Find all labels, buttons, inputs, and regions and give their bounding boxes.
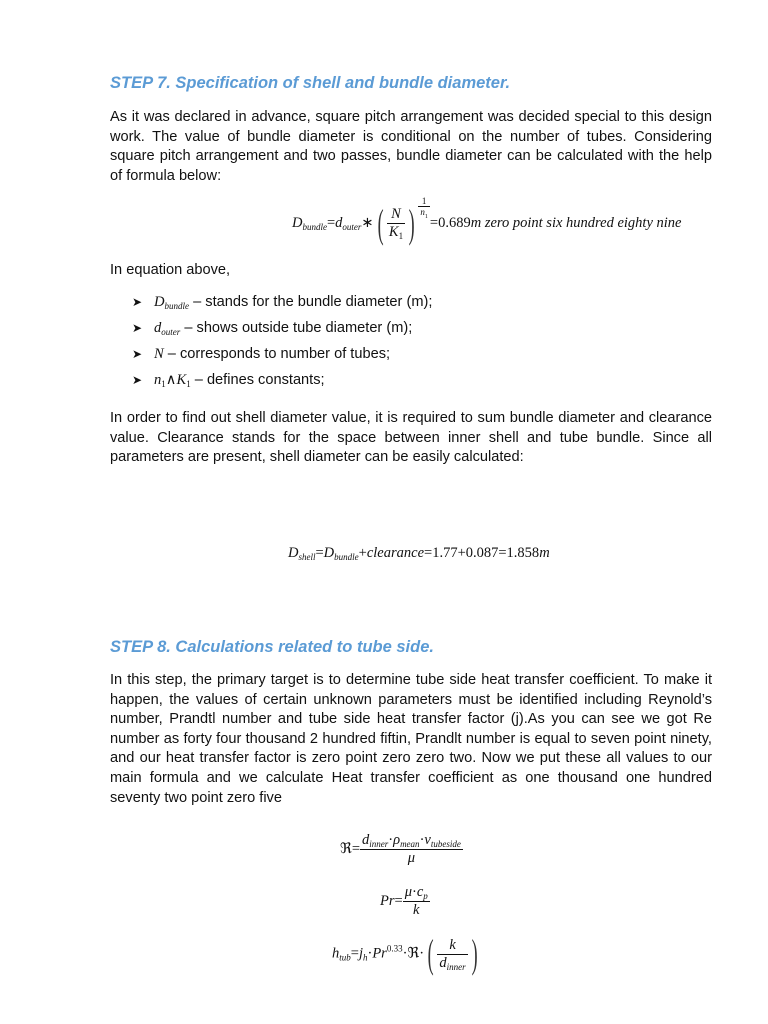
heat-transfer-coefficient-equation: $h_{tub}=j_h\cdot Pr^{0.33}\cdot ℜ\cdot$( $\frac{k}{d_{inner}}$ ) [332,931,478,976]
arrow-bullet-icon: ➤ [132,321,143,335]
arrow-bullet-icon: ➤ [132,347,143,361]
list-item: ➤ $n_1\wedge K_1$ – defines constants; [132,369,432,395]
list-item: ➤ $d_{outer}$ – shows outside tube diameter (m); [132,317,432,343]
shell-diameter-equation: $D_{shell}=D_{bundle}+clearance=1.77+0.087=1.858m$ [288,545,550,562]
prandtl-equation: Pr= $\frac{\mu\cdot c_p}{k}$ [380,884,428,918]
arrow-bullet-icon: ➤ [132,295,143,309]
list-item: ➤ N – corresponds to number of tubes; [132,343,432,369]
step8-paragraph: In this step, the primary target is to determine tube side heat transfer coefficient. To make it happen, the values of certain unknown parameters must be identified including Reynold’s number, Prandtl number and tube side heat transfer factor (j).As you can see we got Re number as forty four thousand 2 hundred fiftin, Prandlt number is equal to seven point ninety, and our heat transfer factor is zero point zero zero two. Now we put these all values to our main formula and we calculate Heat transfer coefficient as one thousand one hundred seventy two point zero five [110,672,712,806]
in-equation-above: In equation above, [110,262,231,278]
step7-paragraph-2: In order to find out shell diameter value, it is required to sum bundle diameter and clearance value. Clearance stands for the space between inner shell and tube bundle. Since all parameters are present, shell diameter can be easily calculated: [110,410,712,466]
step7-heading: STEP 7. Specification of shell and bundle diameter. [110,74,511,92]
symbol-definitions-list [132,291,432,395]
bundle-diameter-equation: $D_{bundle}=d_{outer}∗$( $\frac{N}{K_1}$ ) $\frac{1}{n_1}$ =0.689m zero point six hundred eighty nine [292,196,682,246]
step8-heading: STEP 8. Calculations related to tube side. [110,638,434,656]
step7-paragraph-1: As it was declared in advance, square pitch arrangement was decided special to this design work. The value of bundle diameter is conditional on the number of tubes. Considering square pitch arrangement and two passes, bundle diameter can be calculated with the help of formula below: [110,109,712,184]
arrow-bullet-icon: ➤ [132,373,143,387]
reynolds-equation: ℜ= $\frac{d_{inner}\cdot\rho_{mean}\cdot v_{tubeside}}{\mu}$ [340,832,461,866]
list-item: ➤ $D_{bundle}$ – stands for the bundle diameter (m); [132,291,432,317]
